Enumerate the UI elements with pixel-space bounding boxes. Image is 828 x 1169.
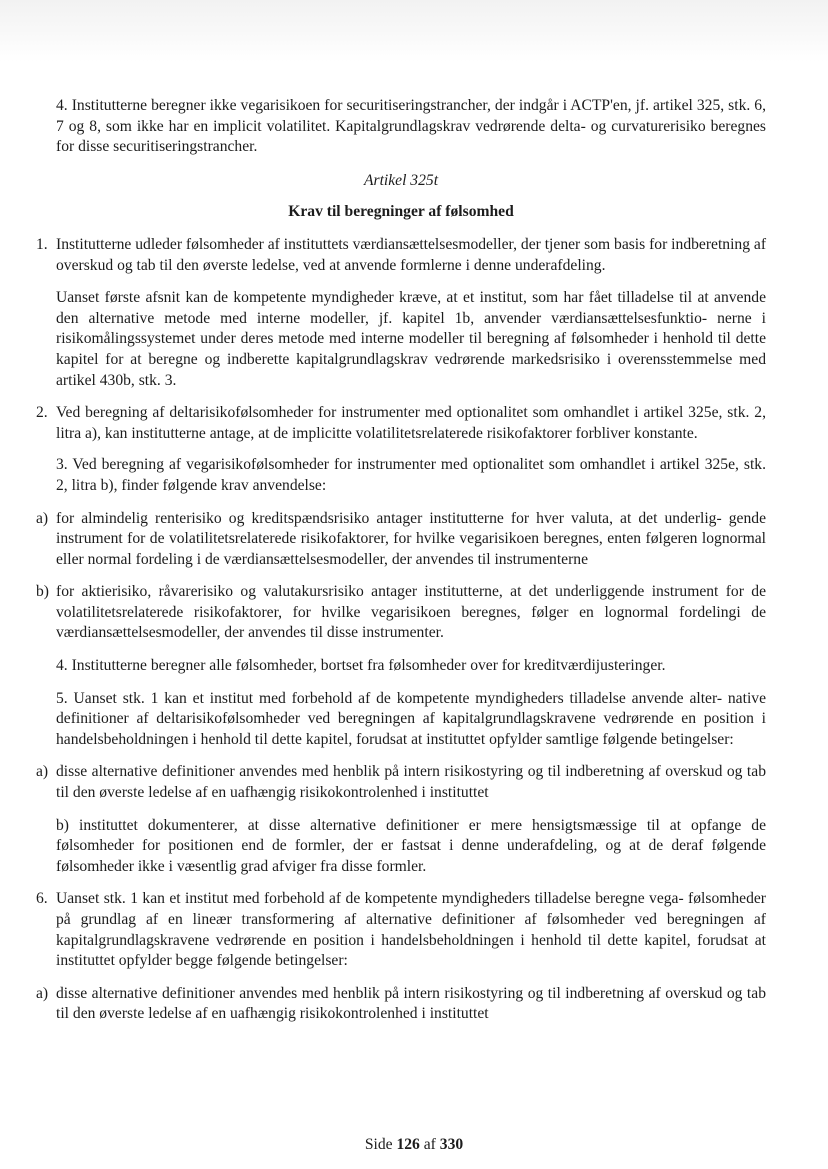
paragraph-5-item-a <box>36 762 766 803</box>
article-heading: Artikel 325t <box>363 171 439 189</box>
paragraph-3-item-b-label: b) <box>36 583 49 601</box>
footer-af-label: af <box>423 1136 436 1153</box>
paragraph-4-securitisation: 4. Institutterne beregner ikke vegarisikoen for securitiseringstrancher, der indgår i ACTP'en, jf. artikel 325, stk. 6, 7 og 8, som ikke har en implicit volatilitet. Kapitalgrundlagskrav vedrørende delta- og curvaturerisiko beregnes for disse securitiseringstrancher. <box>56 97 766 156</box>
page-footer <box>0 1136 828 1154</box>
paragraph-5-item-a-text: disse alternative definitioner anvendes med henblik på intern risikostyring og til indberetning af overskud og tab til den øverste ledelse af en uafhængig risikokontrolenhed i instituttet <box>56 763 766 802</box>
document-page <box>36 96 766 1025</box>
paragraph-3-item-a-label: a) <box>36 509 49 527</box>
paragraph-3-item-a <box>36 509 766 571</box>
paragraph-3-item-b-text: for aktierisiko, råvarerisiko og valutakursrisiko antager institutterne, at det underliggende instrument for de volatilitetsrelaterede risikofaktorer, for hvilke vegarisikoen beregnes, følger en lognormal fordelingi de værdiansættelsesmodeller, der anvendes til disse instrumenter. <box>56 583 766 642</box>
paragraph-2 <box>36 403 766 444</box>
paragraph-6-item-a <box>36 984 766 1025</box>
paragraph-1-text: Institutterne udleder følsomheder af instituttets værdiansættelsesmodeller, der tjener som basis for indberetning af overskud og tab til den øverste ledelse, ved at anvende formlerne i denne underafdeling. <box>56 235 767 274</box>
paragraph-6-item-a-text: disse alternative definitioner anvendes med henblik på intern risikostyring og til indberetning af overskud og tab til den øverste ledelse af en uafhængig risikokontrolenhed i instituttet <box>56 984 766 1023</box>
footer-side-label: Side <box>364 1136 393 1153</box>
paragraph-5-item-a-label: a) <box>36 763 49 781</box>
paragraph-2-number: 2. <box>36 404 48 422</box>
paragraph-6-number: 6. <box>36 890 48 908</box>
footer-page-number: 126 <box>396 1136 420 1153</box>
paragraph-1-subsection: Uanset første afsnit kan de kompetente myndigheder kræve, at et institut, som har fået tilladelse til at anvende den alternative metode med interne modeller, jf. kapitel 1b, anvender værdiansættelsesfunktio- nerne i risikomålingssystemet under deres metode med interne modeller til beregning af følsomheder i henhold til dette kapitel for at beregne og indberette kapitalgrundlagskrav vedrørende markedsrisiko i overensstemmelse med artikel 430b, stk. 3. <box>56 289 766 389</box>
scan-bleed-through <box>0 0 828 62</box>
paragraph-3-item-a-text: for almindelig renterisiko og kreditspændsrisiko antager institutterne for hver valuta, at det underlig- gende instrument for de volatilitetsrelaterede risikofaktorer, for hvilke vegarisikoen beregnes, enten følgeren lognormal eller normal fordeling i de værdiansættelsesmodeller, der anvendes til instrumenterne <box>56 509 766 568</box>
paragraph-5-item-b: b) instituttet dokumenterer, at disse alternative definitioner er mere hensigtsmæssige til at opfange de følsomheder for positionen end de formler, der er fastsat i denne underafdeling, og at de deraf følgende følsomheder ikke i væsentlig grad afviger fra disse formler. <box>56 816 766 875</box>
footer-total-pages: 330 <box>439 1136 464 1153</box>
paragraph-1-number: 1. <box>36 235 48 253</box>
paragraph-3-item-b <box>36 582 766 644</box>
paragraph-2-text: Ved beregning af deltarisikofølsomheder for instrumenter med optionalitet som omhandlet i artikel 325e, stk. 2, litra a), kan institutterne antage, at de implicitte volatilitetsrelaterede risikofaktorer forbliver konstante. <box>56 404 766 442</box>
article-title: Krav til beregninger af følsomhed <box>288 203 514 221</box>
paragraph-6-text: Uanset stk. 1 kan et institut med forbehold af de kompetente myndigheders tilladelse beregne vega- følsomheder på grundlag af en lineær transformering af alternative definitioner af følsomheder ved beregningen af kapitalgrundlagskravene vedrørende en position i handelsbeholdningen i henhold til dette kapitel, forudsat at instituttet opfylder begge følgende betingelser: <box>56 890 766 970</box>
paragraph-1 <box>36 235 766 276</box>
paragraph-6-item-a-label: a) <box>36 984 49 1002</box>
paragraph-4: 4. Institutterne beregner alle følsomheder, bortset fra følsomheder over for kreditværdijusteringer. <box>56 657 666 675</box>
paragraph-3: 3. Ved beregning af vegarisikofølsomheder for instrumenter med optionalitet som omhandlet i artikel 325e, stk. 2, litra b), finder følgende krav anvendelse: <box>56 456 766 494</box>
paragraph-6 <box>36 889 766 971</box>
paragraph-5: 5. Uanset stk. 1 kan et institut med forbehold af de kompetente myndigheders tilladelse anvende alter- native definitioner af deltarisikofølsomheder ved beregningen af kapitalgrundlagskravene vedrørende en position i handelsbeholdningen i henhold til dette kapitel, forudsat at instituttet opfylder samtlige følgende betingelser: <box>56 689 766 748</box>
